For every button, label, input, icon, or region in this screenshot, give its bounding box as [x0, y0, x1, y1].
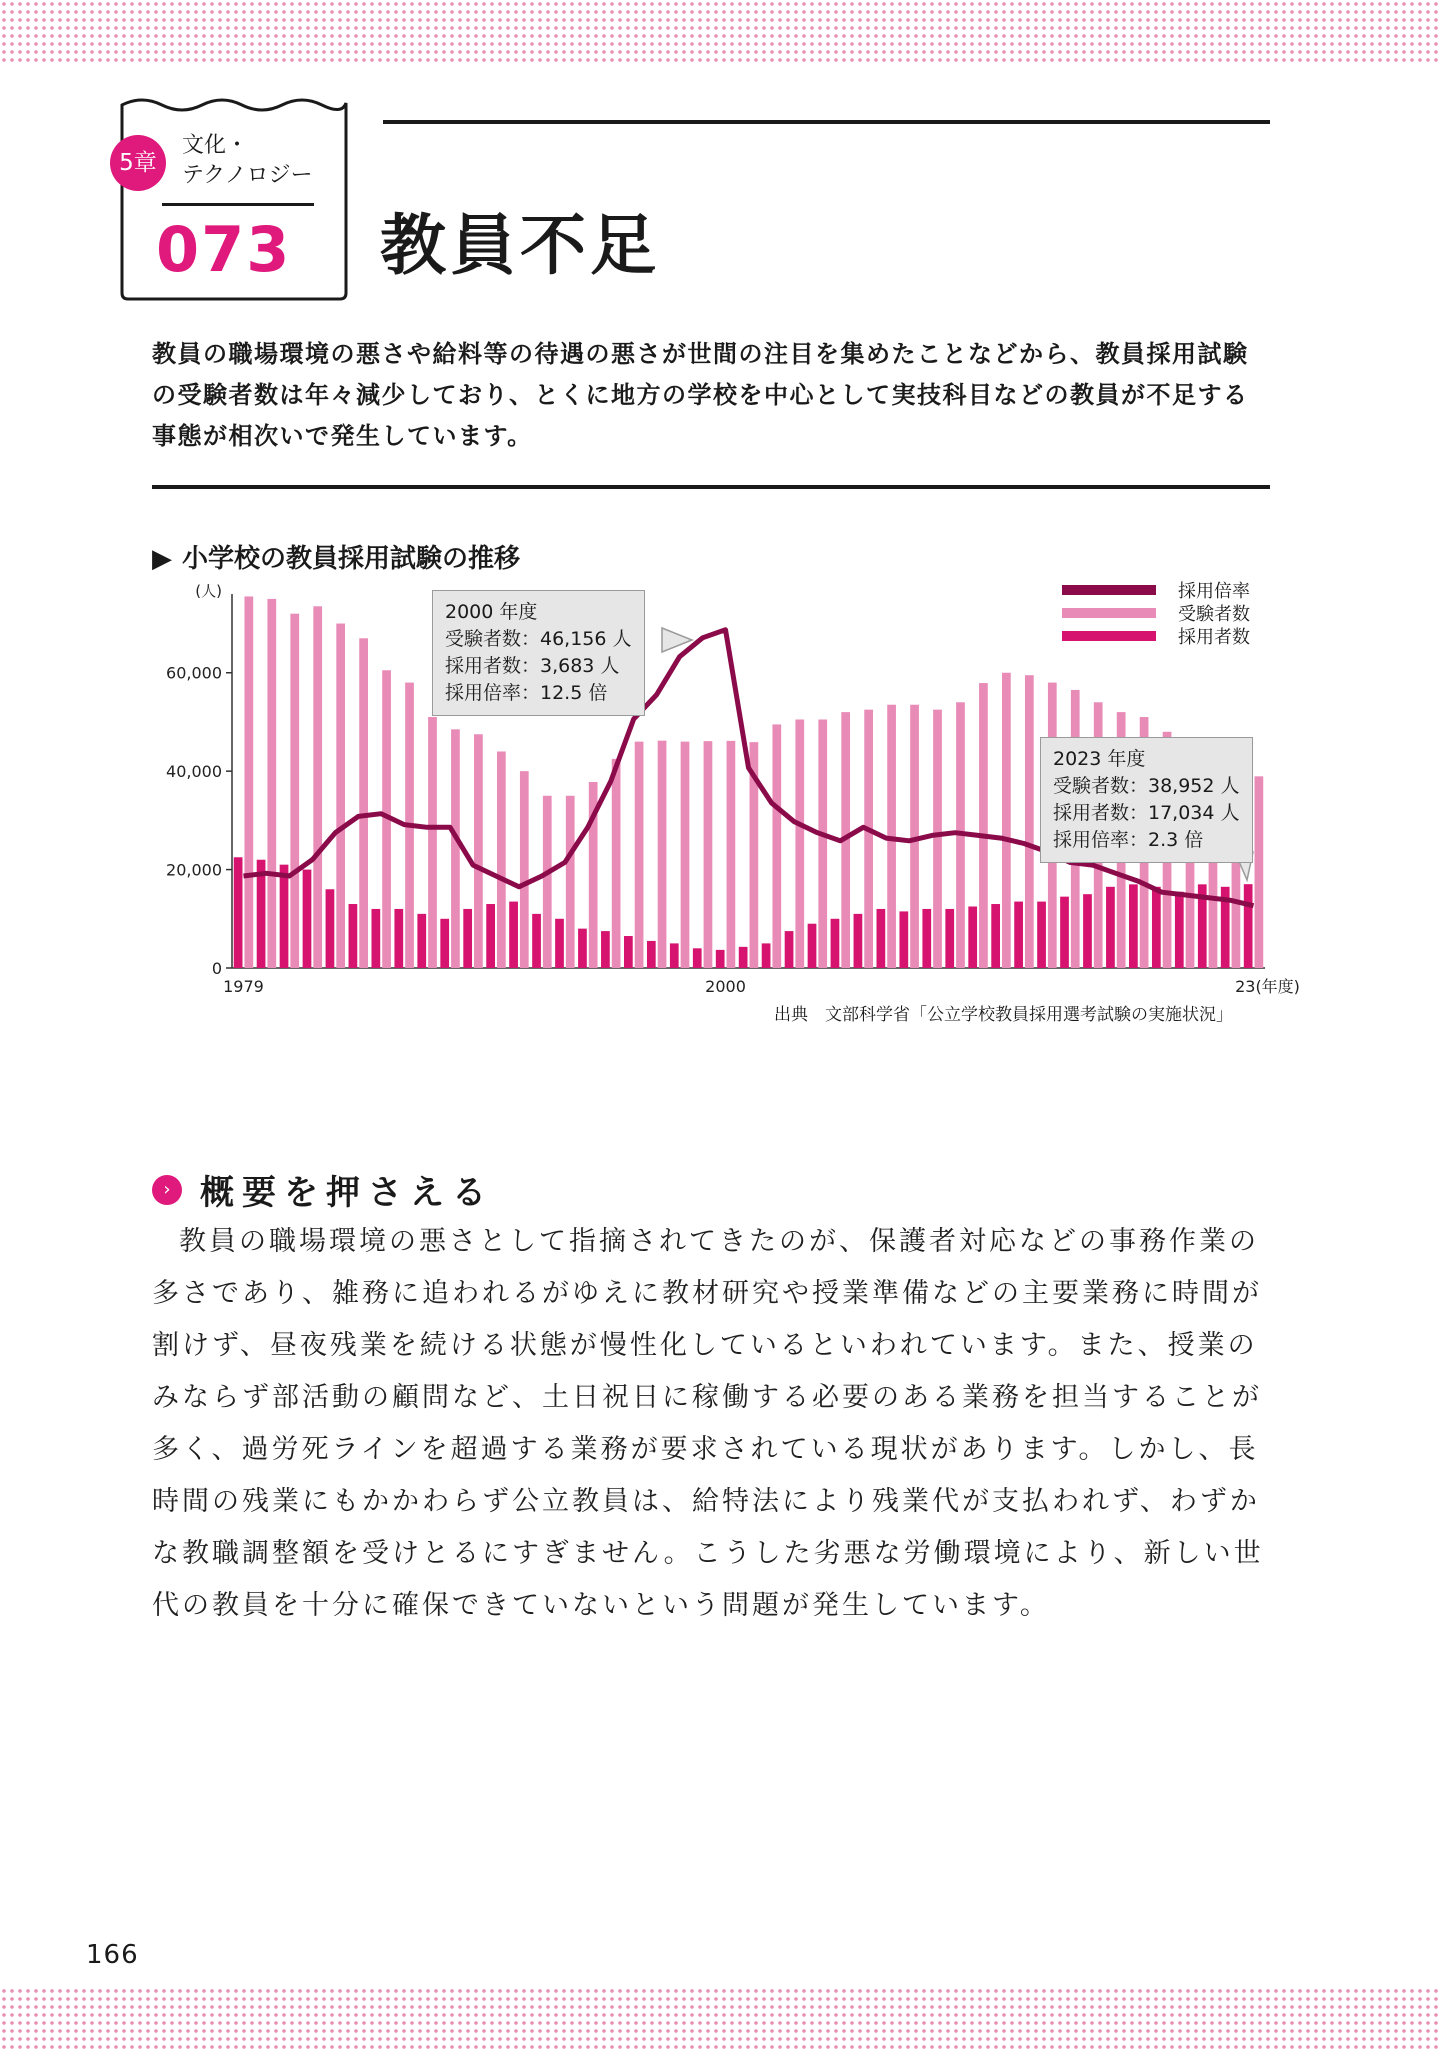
bar-hired: [716, 950, 725, 968]
bar-hired: [693, 948, 702, 968]
page-number: 166: [86, 1940, 139, 1970]
header-rule: [383, 120, 1270, 124]
bar-hired: [808, 924, 817, 968]
bar-applicants: [658, 741, 667, 968]
bar-hired: [739, 947, 748, 968]
bar-applicants: [979, 683, 988, 968]
legend-swatch-applicants: [1062, 608, 1156, 618]
bar-applicants: [543, 796, 552, 968]
chapter-name-line2: テクノロジー: [182, 163, 313, 188]
chart-heading-text: 小学校の教員採用試験の推移: [182, 544, 521, 574]
bar-hired: [1014, 902, 1023, 968]
bar-hired: [1083, 894, 1092, 968]
bar-hired: [1244, 884, 1253, 968]
bottom-dot-pattern: [0, 1987, 1440, 2051]
bar-applicants: [681, 742, 690, 968]
bar-hired: [417, 914, 426, 968]
chapter-name: [182, 131, 313, 191]
x-tick-label: 23(年度): [1235, 977, 1300, 996]
bar-applicants: [497, 751, 506, 968]
bar-hired: [349, 904, 358, 968]
bar-applicants: [474, 734, 483, 968]
chapter-tag: [120, 97, 350, 297]
y-axis-unit: (人): [195, 582, 222, 600]
legend-swatch-hired: [1062, 631, 1156, 641]
bar-hired: [1152, 887, 1161, 968]
bar-applicants: [359, 638, 368, 968]
bar-applicants: [612, 759, 621, 968]
bar-hired: [1060, 897, 1069, 968]
chart-source: 出典 文部科学省「公立学校教員採用選考試験の実施状況」: [774, 1005, 1233, 1025]
x-tick-label: 2000: [705, 977, 746, 996]
bar-hired: [968, 906, 977, 968]
bar-applicants: [336, 624, 345, 968]
bar-applicants: [933, 710, 942, 968]
bar-applicants: [704, 741, 713, 968]
callout-2000-line: 採用者数：3,683 人: [445, 655, 620, 677]
bar-hired: [899, 911, 908, 968]
callout-2000-line: 2000 年度: [445, 601, 538, 623]
chart-heading: [152, 538, 520, 575]
bar-hired: [1037, 902, 1046, 968]
top-dot-pattern: [0, 0, 1440, 64]
bar-hired: [762, 943, 771, 968]
bar-applicants: [520, 771, 529, 968]
bar-applicants: [428, 717, 437, 968]
callout-2000-line: 採用倍率：12.5 倍: [445, 682, 608, 704]
intro-paragraph: 教員の職場環境の悪さや給料等の待遇の悪さが世間の注目を集めたことなどから、教員採用試験の受験者数は年々減少しており、とくに地方の学校を中心として実技科目などの教員が不足する事態が相次いで発生しています。: [152, 340, 1249, 450]
y-tick-label: 40,000: [166, 762, 222, 782]
legend-label-hired: 採用者数: [1178, 626, 1250, 648]
bar-hired: [647, 941, 656, 968]
x-tick-label: 1979: [223, 977, 264, 996]
bar-hired: [1129, 884, 1138, 968]
callout-2023-line: 採用者数：17,034 人: [1053, 802, 1240, 824]
y-tick-label: 0: [211, 959, 222, 978]
bar-applicants: [864, 710, 873, 968]
bar-applicants: [1025, 675, 1034, 968]
bar-applicants: [1255, 776, 1264, 968]
bar-hired: [303, 870, 312, 968]
intro-divider: [152, 485, 1270, 489]
bar-hired: [463, 909, 472, 968]
legend-item-hired: [1062, 624, 1250, 647]
bar-hired: [991, 904, 1000, 968]
bar-hired: [877, 909, 886, 968]
bar-hired: [624, 936, 633, 968]
bar-hired: [280, 865, 289, 968]
bar-hired: [785, 931, 794, 968]
bar-hired: [601, 931, 610, 968]
bar-applicants: [727, 741, 736, 968]
chapter-badge: 5章: [110, 135, 166, 191]
triangle-icon: ▶: [152, 544, 172, 574]
bar-hired: [1106, 887, 1115, 968]
bar-hired: [854, 914, 863, 968]
bar-hired: [922, 909, 931, 968]
bar-applicants: [244, 596, 253, 968]
bar-hired: [509, 902, 518, 968]
legend-item-applicants: [1062, 601, 1250, 624]
bar-applicants: [635, 742, 644, 968]
legend-label-ratio: 採用倍率: [1178, 580, 1250, 602]
chapter-divider: [162, 203, 314, 206]
bar-hired: [394, 909, 403, 968]
bar-applicants: [818, 719, 827, 968]
bar-applicants: [772, 724, 781, 968]
bar-hired: [532, 914, 541, 968]
callout-2000-line: 受験者数：46,156 人: [445, 628, 632, 650]
bar-applicants: [1002, 673, 1011, 968]
chart-legend: [1062, 578, 1250, 647]
section-heading: [152, 1165, 494, 1214]
bar-hired: [555, 919, 564, 968]
chapter-name-line1: 文化・: [182, 133, 249, 158]
bar-applicants: [313, 606, 322, 968]
bar-hired: [1175, 892, 1184, 968]
body-paragraph: 教員の職場環境の悪さとして指摘されてきたのが、保護者対応などの事務作業の多さであり、雑務に追われるがゆえに教材研究や授業準備などの主要業務に時間が割けず、昼夜残業を続ける状態が慢性化しているといわれています。また、授業のみならず部活動の顧問など、土日祝日に稼働する必要のある業務を担当することが多く、過労死ラインを超過する業務が要求されている現状があります。しかし、長時間の残業にもかかわらず公立教員は、給特法により残業代が支払われず、わずかな教職調整額を受けとるにすぎません。こうした劣悪な労働環境により、新しい世代の教員を十分に確保できていないという問題が発生しています。: [152, 1226, 1264, 1621]
bar-applicants: [566, 796, 575, 968]
bar-hired: [831, 919, 840, 968]
callout-2023: [1040, 737, 1253, 863]
bar-applicants: [451, 729, 460, 968]
y-tick-label: 60,000: [166, 663, 222, 683]
bar-hired: [945, 909, 954, 968]
legend-swatch-ratio: [1062, 585, 1156, 595]
bar-hired: [234, 857, 243, 968]
legend-label-applicants: 受験者数: [1178, 603, 1250, 625]
callout-2023-line: 2023 年度: [1053, 748, 1146, 770]
chevron-right-icon: ›: [152, 1175, 182, 1205]
bar-hired: [578, 929, 587, 968]
legend-item-ratio: [1062, 578, 1250, 601]
bar-applicants: [795, 719, 804, 968]
page-title: 教員不足: [380, 207, 660, 284]
bar-hired: [371, 909, 380, 968]
bar-applicants: [267, 599, 276, 968]
callout-2023-line: 受験者数：38,952 人: [1053, 775, 1240, 797]
bar-hired: [326, 889, 335, 968]
section-title: 概要を押さえる: [200, 1173, 494, 1213]
chapter-number: 073: [156, 213, 292, 286]
bar-hired: [670, 943, 679, 968]
callout-2000: [432, 590, 645, 716]
callout-2023-line: 採用倍率：2.3 倍: [1053, 829, 1204, 851]
bar-hired: [486, 904, 495, 968]
bar-hired: [440, 919, 449, 968]
bar-applicants: [290, 614, 299, 968]
y-tick-label: 20,000: [166, 860, 222, 880]
